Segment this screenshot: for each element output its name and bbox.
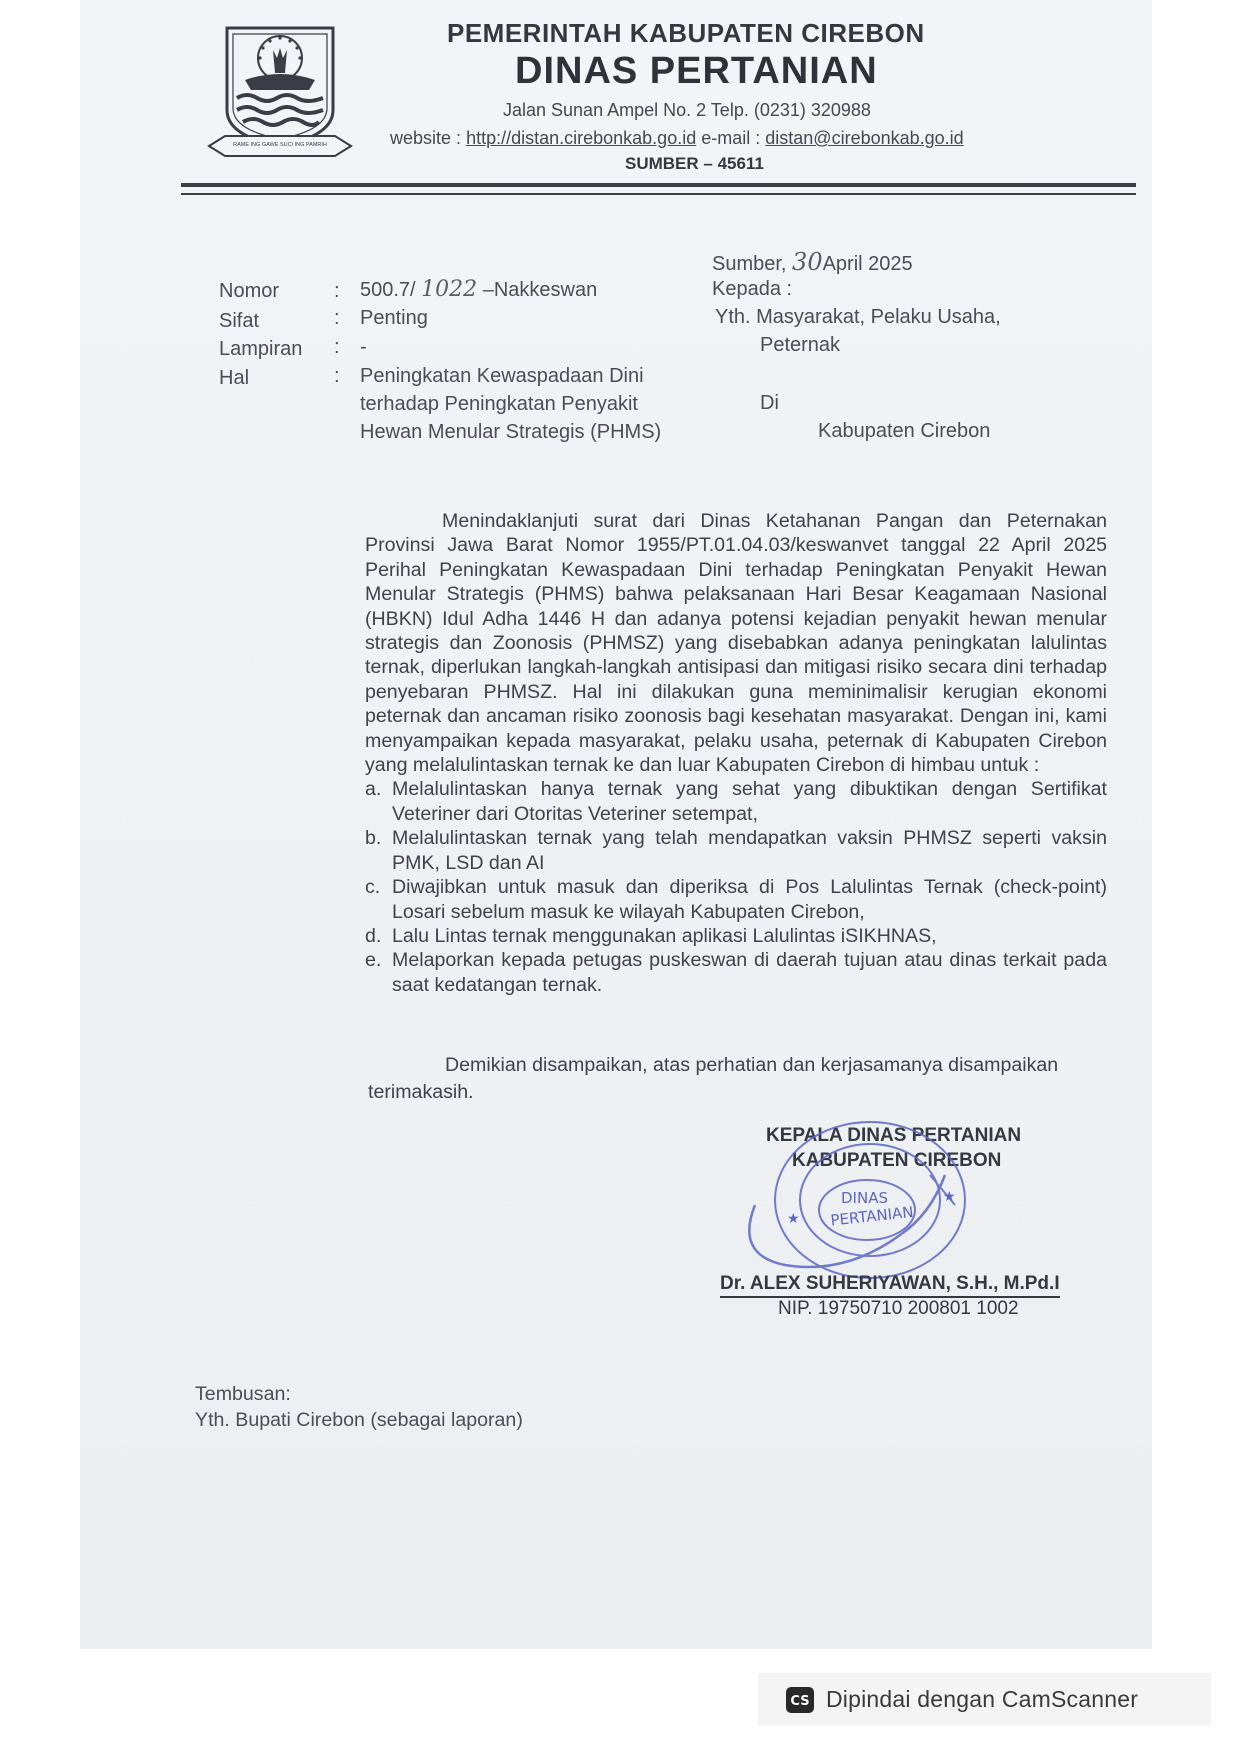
hal-colon: : <box>334 365 340 387</box>
hal-line: terhadap Peningkatan Penyakit <box>360 393 638 415</box>
list-marker: a. <box>365 778 382 801</box>
sifat-colon: : <box>334 307 340 329</box>
email-link[interactable]: distan@cirebonkab.go.id <box>765 128 964 148</box>
hal-line: Hewan Menular Strategis (PHMS) <box>360 421 662 443</box>
stamp-center-text-2: PERTANIAN <box>829 1202 915 1230</box>
agency-contact <box>390 128 964 149</box>
agency-name: DINAS PERTANIAN <box>515 50 878 92</box>
list-item <box>365 777 1107 826</box>
list-marker: b. <box>365 827 382 850</box>
nomor-colon: : <box>334 280 340 302</box>
body-paragraph: Menindaklanjuti surat dari Dinas Ketahanan Pangan dan Peternakan Provinsi Jawa Barat Nomor 1955/PT.01.04.03/keswanvet tanggal 22 April 2025 Perihal Peningkatan Kewaspadaan Dini terhadap Peningkatan Penyakit Hewan Menular Strategis (PHMS) bahwa pelaksanaan Hari Besar Keagamaan Nasional (HBKN) Idul Adha 1446 H dan adanya potensi kejadian penyakit hewan menular strategis dan Zoonosis (PHMSZ) yang disebabkan adanya peningkatan lalulintas ternak, diperlukan langkah-langkah antisipasi dan mitigasi risiko secara dini terhadap penyebaran PHMSZ. Hal ini dilakukan guna meminimalisir kerugian ekonomi peternak dan ancaman risiko zoonosis bagi kesehatan masyarakat. Dengan ini, kami menyampaikan kepada masyarakat, pelaku usaha, peternak di Kabupaten Cirebon yang melalulintaskan ternak ke dan luar Kabupaten Cirebon di himbau untuk : <box>365 510 1107 777</box>
date-handwritten: 30 <box>792 248 823 276</box>
kepada-label: Kepada : <box>712 278 793 300</box>
letterhead-rule-thick <box>181 183 1136 187</box>
closing-paragraph <box>368 1052 1110 1106</box>
closing-line1: Demikian disampaikan, atas perhatian dan kerjasamanya disampaikan <box>445 1054 1059 1076</box>
di-label: Di <box>760 392 779 414</box>
hal-value <box>360 362 661 446</box>
signatory-title-line2: KABUPATEN CIREBON <box>792 1150 1002 1171</box>
svg-text:★: ★ <box>787 1211 800 1227</box>
signatory-title-line1: KEPALA DINAS PERTANIAN <box>766 1125 1022 1146</box>
instruction-list <box>365 777 1107 997</box>
lampiran-label: Lampiran <box>219 338 303 360</box>
stamp-center-text-1: DINAS <box>841 1189 888 1207</box>
sifat-value: Penting <box>360 307 428 329</box>
recipient-place: Kabupaten Cirebon <box>818 420 991 442</box>
lampiran-value: - <box>360 336 367 358</box>
camscanner-logo-icon <box>786 1687 814 1713</box>
letterhead-rule-thin <box>181 193 1136 195</box>
list-text: Melaporkan kepada petugas puskeswan di daerah tujuan atau dinas terkait pada saat kedatangan ternak. <box>392 949 1107 996</box>
letter-body <box>365 509 1107 997</box>
list-marker: c. <box>365 876 381 899</box>
recipient-line2: Peternak <box>760 334 841 356</box>
date-suffix: April 2025 <box>822 253 913 275</box>
list-text: Diwajibkan untuk masuk dan diperiksa di Pos Lalulintas Ternak (check-point) Losari sebelum masuk ke wilayah Kabupaten Cirebon, <box>392 876 1107 923</box>
signatory-name: Dr. ALEX SUHERIYAWAN, S.H., M.Pd.I <box>720 1273 1060 1298</box>
tembusan-item: Yth. Bupati Cirebon (sebagai laporan) <box>195 1409 523 1431</box>
agency-address: Jalan Sunan Ampel No. 2 Telp. (0231) 320988 <box>503 100 871 120</box>
hal-label: Hal <box>219 367 250 389</box>
emblem-motto: RAME ING GAWE SUCI ING PAMRIH <box>233 142 327 148</box>
list-item <box>365 948 1107 997</box>
hal-line: Peningkatan Kewaspadaan Dini <box>360 365 644 387</box>
svg-text:CS: CS <box>790 1694 810 1709</box>
nomor-value <box>360 276 597 304</box>
website-label: website : <box>390 128 462 148</box>
nomor-handwritten: 1022 <box>421 277 478 302</box>
list-text: Melalulintaskan hanya ternak yang sehat yang dibuktikan dengan Sertifikat Veteriner dari Otoritas Veteriner setempat, <box>392 778 1107 825</box>
list-marker: e. <box>365 949 382 972</box>
tembusan-section <box>195 1381 523 1433</box>
tembusan-label: Tembusan: <box>195 1383 291 1405</box>
nomor-suffix: –Nakkeswan <box>482 279 598 301</box>
sifat-label: Sifat <box>219 310 260 332</box>
list-text: Melalulintaskan ternak yang telah mendapatkan vaksin PHMSZ seperti vaksin PMK, LSD dan AI <box>392 827 1107 874</box>
email-label: e-mail : <box>701 128 761 148</box>
list-text: Lalu Lintas ternak menggunakan aplikasi Lalulintas iSIKHNAS, <box>392 924 937 947</box>
list-item <box>365 875 1107 924</box>
signatory-nip: NIP. 19750710 200801 1002 <box>778 1298 1019 1319</box>
government-name: PEMERINTAH KABUPATEN CIREBON <box>447 18 925 48</box>
lampiran-colon: : <box>334 336 340 358</box>
camscanner-label: Dipindai dengan CamScanner <box>826 1686 1139 1712</box>
nomor-prefix: 500.7/ <box>360 279 416 301</box>
date-prefix: Sumber, <box>712 253 787 275</box>
website-link[interactable]: http://distan.cirebonkab.go.id <box>466 128 697 148</box>
closing-line2: terimakasih. <box>368 1081 474 1103</box>
postal-code: SUMBER – 45611 <box>625 154 764 173</box>
list-item <box>365 924 1107 948</box>
svg-text:★: ★ <box>943 1189 956 1205</box>
nomor-label: Nomor <box>219 280 280 302</box>
list-marker: d. <box>365 924 382 947</box>
recipient-line1: Yth. Masyarakat, Pelaku Usaha, <box>715 306 1001 328</box>
list-item <box>365 826 1107 875</box>
letter-date <box>712 248 913 276</box>
